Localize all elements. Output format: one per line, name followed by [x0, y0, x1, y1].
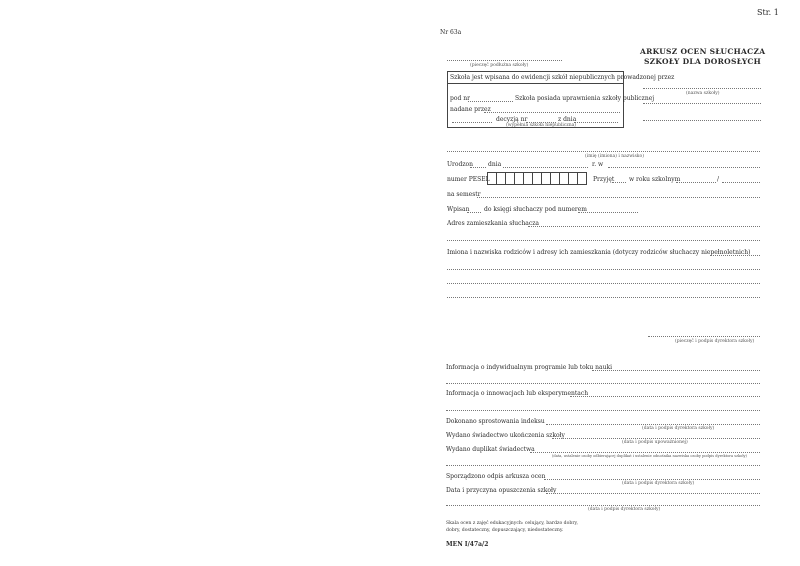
pesel-digit-box[interactable]	[569, 173, 578, 185]
form-number: Nr 63a	[440, 29, 462, 36]
duplicate-field-2[interactable]	[446, 465, 760, 466]
registry-pod-nr: pod nr	[450, 95, 470, 102]
pesel-digit-box[interactable]	[551, 173, 560, 185]
school-name-line-2[interactable]	[643, 103, 761, 104]
admitted-label: Przyjęt	[593, 176, 615, 183]
registry-public-rights: Szkoła posiada uprawnienia szkoły publicznej	[515, 95, 655, 102]
semester-field[interactable]	[477, 197, 760, 198]
grade-scale-line2: dobry, dostateczny, dopuszczający, niedostateczny.	[446, 528, 564, 533]
form-title-line2: SZKOŁY DLA DOROSŁYCH	[643, 57, 762, 66]
registry-granted-by-field[interactable]	[484, 112, 620, 113]
pesel-digit-box[interactable]	[560, 173, 569, 185]
index-label: Dokonano sprostowania indeksu	[446, 418, 545, 425]
address-field-2[interactable]	[447, 240, 760, 241]
school-stamp-line[interactable]	[447, 60, 562, 61]
day-label: dnia	[488, 161, 502, 168]
index-field[interactable]	[546, 424, 760, 425]
pesel-digit-box[interactable]	[506, 173, 515, 185]
leaving-field[interactable]	[546, 493, 760, 494]
school-year-label: w roku szkolnym	[629, 176, 681, 183]
student-name-caption: (imię (imiona) i nazwisko)	[585, 154, 644, 159]
registry-decision: decyzją nr	[496, 116, 528, 123]
certificate-caption: (data i podpis upoważnionej)	[622, 440, 688, 445]
registry-number-field[interactable]	[468, 101, 513, 102]
innovations-field[interactable]	[570, 396, 760, 397]
parents-field-4[interactable]	[447, 297, 760, 298]
duplicate-field[interactable]	[530, 452, 760, 453]
registry-box	[447, 71, 675, 128]
index-caption: (data i podpis dyrektora szkoły)	[642, 426, 715, 431]
registry-granted-by: nadane przez	[450, 106, 491, 113]
duplicate-label: Wydano duplikat świadectwa	[446, 446, 535, 453]
pesel-label: numer PESEL	[447, 176, 490, 183]
certificate-field[interactable]	[552, 438, 760, 439]
certificate-label: Wydano świadectwo ukończenia szkoły	[446, 432, 565, 439]
individual-program-label: Informacja o indywidualnym programie lub toku nauki	[446, 364, 613, 371]
address-label: Adres zamieszkania słuchacza	[447, 220, 539, 227]
director-stamp-caption: (pieczęć i podpis dyrektora szkoły)	[675, 339, 755, 344]
form-title-line1: ARKUSZ OCEN SŁUCHACZA	[640, 47, 766, 56]
birth-date-field[interactable]	[503, 167, 588, 168]
parents-label: Imiona i nazwiska rodziców i adresy ich zamieszkania (dotyczy rodziców słuchaczy niepełnoletnich)	[447, 249, 751, 256]
pesel-digit-box[interactable]	[497, 173, 506, 185]
individual-program-field-2[interactable]	[446, 383, 760, 384]
duplicate-caption: (data, ustalenie osoby odbierającej duplikat i ustalenie odnośnika nazwiska osoby podpis dyrektora szkoły)	[552, 454, 747, 458]
director-stamp-line[interactable]	[648, 336, 760, 337]
pesel-digit-box[interactable]	[542, 173, 551, 185]
parents-field[interactable]	[710, 255, 760, 256]
born-suffix-field[interactable]	[470, 167, 486, 168]
parents-field-2[interactable]	[447, 269, 760, 270]
registry-caption: (wypełnia szkoła niepubliczna)	[506, 123, 577, 128]
leaving-field-2[interactable]	[446, 505, 760, 506]
born-label: Urodzon	[447, 161, 474, 168]
individual-program-field[interactable]	[592, 370, 760, 371]
book-number-field[interactable]	[578, 212, 638, 213]
footer-code: MEN I/47a/2	[446, 541, 489, 548]
school-year-start-field[interactable]	[676, 182, 716, 183]
admitted-suffix-field[interactable]	[612, 182, 626, 183]
registry-line1: Szkoła jest wpisana do ewidencji szkół niepublicznych prowadzonej przez	[450, 74, 675, 81]
semester-label: na semestr	[447, 191, 481, 198]
registry-date: z dnia	[558, 116, 577, 123]
pesel-digit-box[interactable]	[515, 173, 524, 185]
school-name-line-3[interactable]	[643, 120, 761, 121]
school-year-end-field[interactable]	[722, 182, 760, 183]
school-name-caption: (nazwa szkoły)	[686, 91, 720, 96]
leaving-label: Data i przyczyna opuszczenia szkoły	[446, 487, 557, 494]
innovations-label: Informacja o innowacjach lub eksperymentach	[446, 390, 589, 397]
birth-place-field[interactable]	[608, 167, 760, 168]
leaving-caption: (data i podpis dyrektora szkoły)	[588, 507, 661, 512]
page-number: Str. 1	[757, 8, 779, 17]
school-stamp-caption: (pieczęć podłużna szkoły)	[470, 63, 529, 68]
copy-label: Sporządzono odpis arkusza ocen	[446, 473, 546, 480]
enrolled-suffix-field[interactable]	[467, 212, 481, 213]
grade-scale-line1: Skala ocen z zajęć edukacyjnych: celujący, bardzo dobry,	[446, 521, 578, 526]
registry-date-field[interactable]	[574, 122, 618, 123]
enrolled-label: Wpisan	[447, 206, 470, 213]
innovations-field-2[interactable]	[446, 410, 760, 411]
parents-field-3[interactable]	[447, 283, 760, 284]
registry-divider	[448, 83, 623, 84]
pesel-digit-box[interactable]	[533, 173, 542, 185]
pesel-digit-box[interactable]	[488, 173, 497, 185]
pesel-boxes[interactable]	[487, 172, 587, 185]
registry-prefix-field[interactable]	[452, 122, 492, 123]
copy-field[interactable]	[544, 479, 760, 480]
copy-caption: (data i podpis dyrektora szkoły)	[622, 481, 695, 486]
pesel-digit-box[interactable]	[524, 173, 533, 185]
book-label: do księgi słuchaczy pod numerem	[484, 206, 587, 213]
school-name-line[interactable]	[643, 88, 761, 89]
student-name-line[interactable]	[447, 151, 760, 152]
address-field[interactable]	[528, 226, 760, 227]
birth-place-label: r. w	[592, 161, 604, 168]
